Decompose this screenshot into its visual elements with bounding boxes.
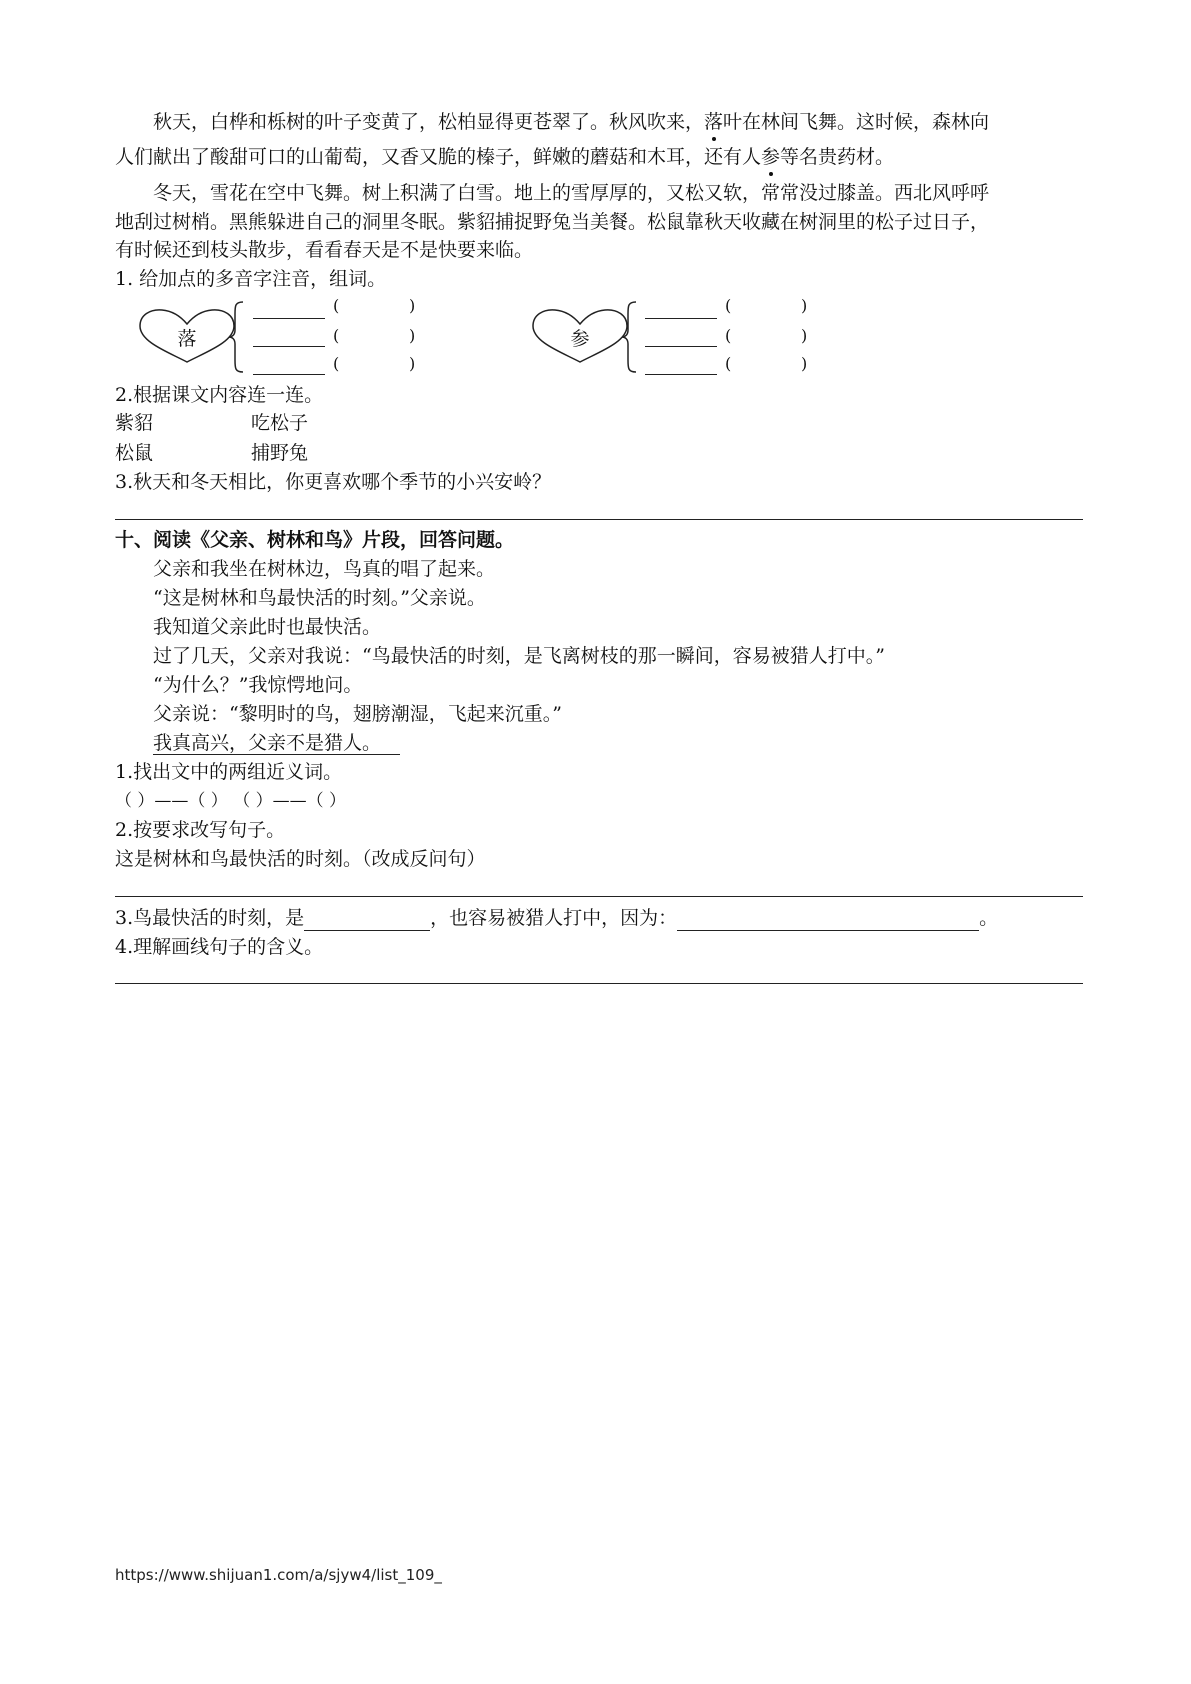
passage2-line-5: “为什么？”我惊愕地问。 xyxy=(153,674,363,696)
paren-close-shen-1: ) xyxy=(801,296,808,315)
heart-label-shen: 参 xyxy=(570,328,590,350)
answer-line-s10-q2[interactable] xyxy=(115,896,1083,897)
paren-close-luo-3: ) xyxy=(409,354,416,373)
section10-question-4: 4.理解画线句子的含义。 xyxy=(115,936,324,958)
paren-close-luo-1: ) xyxy=(409,296,416,315)
winter-paragraph-line-3: 有时候还到枝头散步，看看春天是不是快要来临。 xyxy=(115,239,534,261)
passage2-line-1: 父亲和我坐在树林边，鸟真的唱了起来。 xyxy=(153,558,496,580)
answer-line-shen-2[interactable] xyxy=(645,346,717,347)
synonym-pair-blanks[interactable]: （ ）——（ ） （ ）——（ ） xyxy=(115,791,347,811)
dotted-char-luo: 落 xyxy=(704,111,724,133)
section10-question-1: 1.找出文中的两组近义词。 xyxy=(115,761,343,783)
winter-paragraph-line-1: 冬天，雪花在空中飞舞。树上积满了白雪。地上的雪厚厚的，又松又软，常常没过膝盖。西北风呼呼 xyxy=(153,182,990,204)
answer-line-shen-1[interactable] xyxy=(645,318,717,319)
paren-close-shen-3: ) xyxy=(801,354,808,373)
passage2-underlined-line xyxy=(115,731,400,755)
match-right-2[interactable]: 捕野兔 xyxy=(251,442,309,464)
answer-line-shen-3[interactable] xyxy=(645,374,717,375)
passage2-line-4: 过了几天，父亲对我说：“鸟最快活的时刻，是飞离树枝的那一瞬间，容易被猎人打中。” xyxy=(153,645,885,667)
paren-close-luo-2: ) xyxy=(409,326,416,345)
question-3: 3.秋天和冬天相比，你更喜欢哪个季节的小兴安岭？ xyxy=(115,471,552,493)
answer-line-luo-1[interactable] xyxy=(253,318,325,319)
left-brace-2 xyxy=(620,300,638,374)
answer-line-q3[interactable] xyxy=(115,519,1083,520)
blank-q3-2[interactable] xyxy=(677,906,979,931)
paren-open-luo-1: ( xyxy=(333,296,340,315)
section-10-title: 十、阅读《父亲、树林和鸟》片段，回答问题。 xyxy=(115,529,515,551)
match-left-1[interactable]: 紫貂 xyxy=(115,412,154,434)
question-2: 2.根据课文内容连一连。 xyxy=(115,384,324,406)
match-right-1[interactable]: 吃松子 xyxy=(251,412,309,434)
match-left-2[interactable]: 松鼠 xyxy=(115,442,154,464)
autumn-paragraph-line-1: 秋天，白桦和栎树的叶子变黄了，松柏显得更苍翠了。秋风吹来，落叶在林间飞舞。这时候，森林向 xyxy=(153,111,990,133)
passage2-line-2: “这是树林和鸟最快活的时刻。”父亲说。 xyxy=(153,587,486,609)
paren-open-luo-2: ( xyxy=(333,326,340,345)
paren-open-shen-1: ( xyxy=(725,296,732,315)
underlined-sentence: 我真高兴，父亲不是猎人。 xyxy=(153,732,382,754)
answer-line-luo-3[interactable] xyxy=(253,374,325,375)
answer-line-luo-2[interactable] xyxy=(253,346,325,347)
question-1: 1. 给加点的多音字注音，组词。 xyxy=(115,268,387,290)
paren-open-luo-3: ( xyxy=(333,354,340,373)
left-brace-1 xyxy=(227,300,245,374)
section10-question-3: 3.鸟最快活的时刻，是 ，也容易被猎人打中，因为： 。 xyxy=(115,907,999,929)
rewrite-sentence: 这是树林和鸟最快活的时刻。（改成反问句） xyxy=(115,848,486,870)
blank-q3-1[interactable] xyxy=(304,906,430,931)
paren-open-shen-2: ( xyxy=(725,326,732,345)
heart-label-luo: 落 xyxy=(177,328,197,350)
answer-line-s10-q4[interactable] xyxy=(115,983,1083,984)
dotted-char-shen: 参 xyxy=(761,146,781,168)
paren-open-shen-3: ( xyxy=(725,354,732,373)
winter-paragraph-line-2: 地刮过树梢。黑熊躲进自己的洞里冬眠。紫貂捕捉野兔当美餐。松鼠靠秋天收藏在树洞里的松子过日子， xyxy=(115,211,990,233)
autumn-paragraph-line-2: 人们献出了酸甜可口的山葡萄，又香又脆的榛子，鲜嫩的蘑菇和木耳，还有人参等名贵药材。 xyxy=(115,146,895,168)
passage2-line-3: 我知道父亲此时也最快活。 xyxy=(153,616,382,638)
passage2-line-6: 父亲说：“黎明时的鸟，翅膀潮湿，飞起来沉重。” xyxy=(153,703,562,725)
paren-close-shen-2: ) xyxy=(801,326,808,345)
section10-question-2: 2.按要求改写句子。 xyxy=(115,819,286,841)
footer-url[interactable]: https://www.shijuan1.com/a/sjyw4/list_109_ xyxy=(115,1566,442,1584)
